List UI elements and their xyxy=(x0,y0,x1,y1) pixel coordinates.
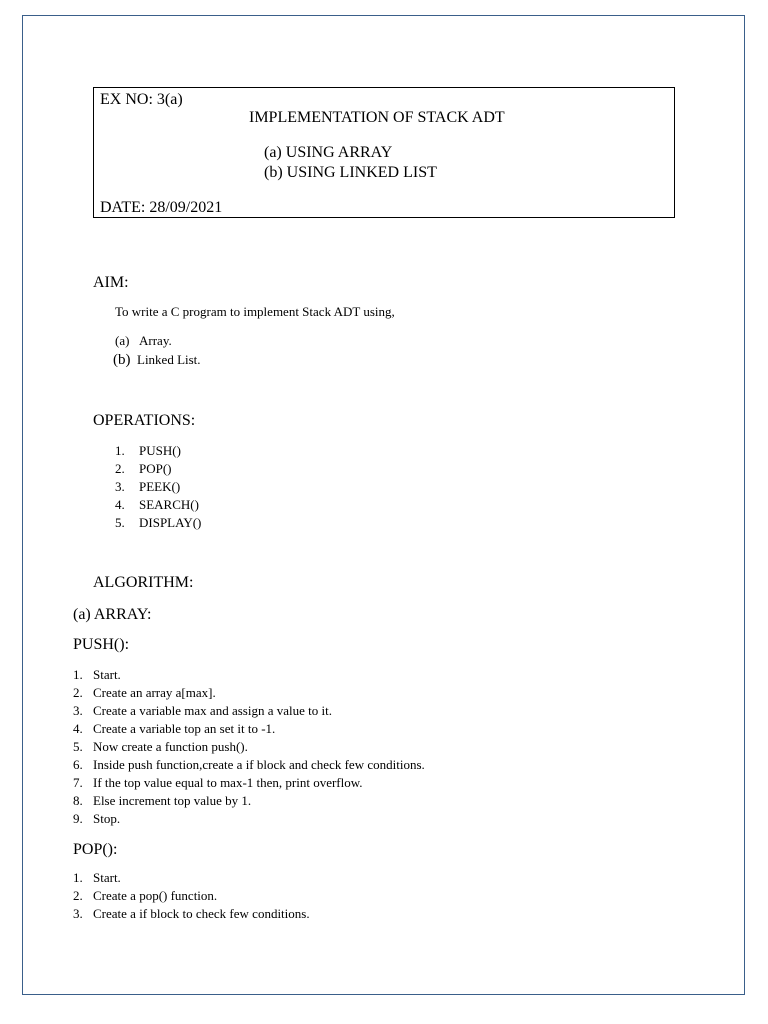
aim-text: To write a C program to implement Stack ADT using, xyxy=(115,304,395,319)
list-item-text: PEEK() xyxy=(139,479,181,494)
list-item-number: 1. xyxy=(115,443,125,458)
aim-heading: AIM: xyxy=(93,274,129,291)
list-item xyxy=(115,516,201,529)
list-item-text: Create a if block to check few conditions. xyxy=(93,906,310,921)
list-item-number: 3. xyxy=(73,906,83,921)
list-item-number: 2. xyxy=(115,461,125,476)
list-item-text: Now create a function push(). xyxy=(93,739,248,754)
exercise-number: EX NO: 3(a) xyxy=(100,91,183,108)
list-item-number: 5. xyxy=(73,739,83,754)
list-item-number: 4. xyxy=(115,497,125,512)
list-item xyxy=(115,444,181,457)
aim-item-array xyxy=(115,334,172,347)
list-item-text: Create a variable max and assign a value to it. xyxy=(93,703,332,718)
list-item-text: DISPLAY() xyxy=(139,515,202,530)
aim-item-linked-list xyxy=(113,353,201,368)
operations-heading: OPERATIONS: xyxy=(93,412,196,429)
list-item xyxy=(73,889,217,902)
aim-item-label: Array. xyxy=(139,333,172,348)
array-heading: (a) ARRAY: xyxy=(73,606,152,623)
aim-item-marker: (a) xyxy=(115,333,130,348)
list-item-number: 1. xyxy=(73,667,83,682)
list-item xyxy=(115,462,172,475)
list-item-number: 8. xyxy=(73,793,83,808)
list-item-text: SEARCH() xyxy=(139,497,199,512)
list-item-text: Create a pop() function. xyxy=(93,888,218,903)
list-item xyxy=(73,722,275,735)
list-item xyxy=(73,758,425,771)
aim-item-label: Linked List. xyxy=(137,352,201,367)
list-item-number: 2. xyxy=(73,685,83,700)
list-item-number: 3. xyxy=(115,479,125,494)
list-item-text: Start. xyxy=(93,870,121,885)
list-item xyxy=(73,740,248,753)
list-item xyxy=(73,668,121,681)
list-item xyxy=(73,704,332,717)
list-item-text: Stop. xyxy=(93,811,121,826)
list-item-text: Else increment top value by 1. xyxy=(93,793,252,808)
list-item xyxy=(73,907,310,920)
list-item xyxy=(73,871,121,884)
subtitle-array: (a) USING ARRAY xyxy=(264,144,393,161)
list-item xyxy=(115,498,199,511)
list-item-text: Create a variable top an set it to -1. xyxy=(93,721,276,736)
push-heading: PUSH(): xyxy=(73,636,130,653)
list-item xyxy=(73,794,251,807)
list-item-number: 2. xyxy=(73,888,83,903)
algorithm-heading: ALGORITHM: xyxy=(93,574,194,591)
document-title: IMPLEMENTATION OF STACK ADT xyxy=(249,109,505,126)
list-item-number: 4. xyxy=(73,721,83,736)
list-item-number: 5. xyxy=(115,515,125,530)
pop-heading: POP(): xyxy=(73,841,118,858)
list-item-text: Create an array a[max]. xyxy=(93,685,216,700)
list-item-number: 3. xyxy=(73,703,83,718)
document-date: DATE: 28/09/2021 xyxy=(100,199,223,216)
list-item-number: 6. xyxy=(73,757,83,772)
list-item-text: PUSH() xyxy=(139,443,181,458)
list-item-number: 9. xyxy=(73,811,83,826)
subtitle-linked-list: (b) USING LINKED LIST xyxy=(264,164,437,181)
list-item-number: 7. xyxy=(73,775,83,790)
list-item-number: 1. xyxy=(73,870,83,885)
list-item-text: Start. xyxy=(93,667,121,682)
aim-item-marker: (b) xyxy=(113,352,131,368)
list-item-text: If the top value equal to max-1 then, print overflow. xyxy=(93,775,363,790)
list-item-text: Inside push function,create a if block and check few conditions. xyxy=(93,757,425,772)
list-item-text: POP() xyxy=(139,461,172,476)
list-item xyxy=(115,480,180,493)
list-item xyxy=(73,776,363,789)
list-item xyxy=(73,686,216,699)
list-item xyxy=(73,812,120,825)
